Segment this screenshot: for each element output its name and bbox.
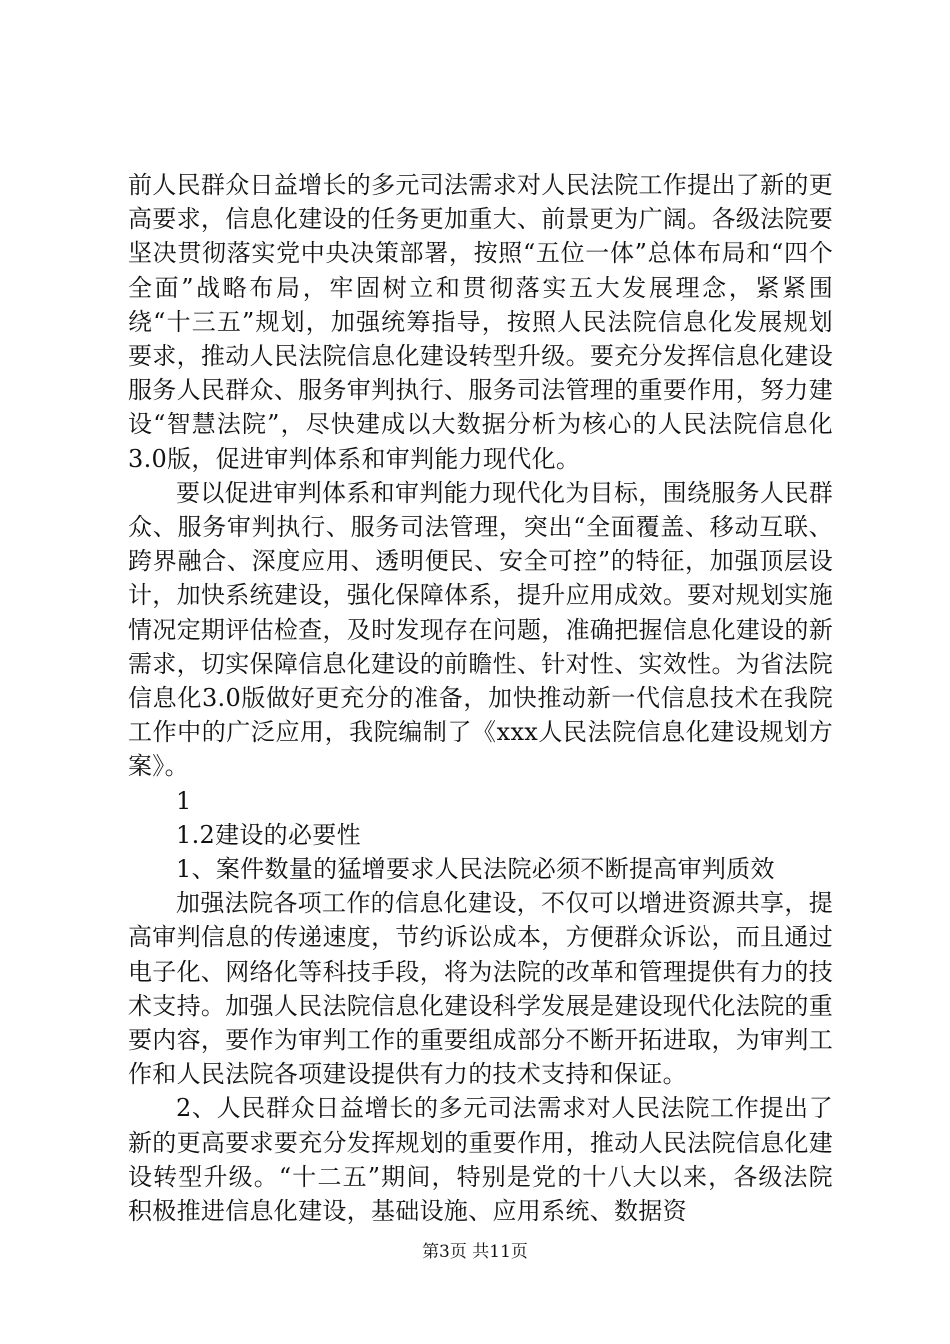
paragraph-3: 加强法院各项工作的信息化建设，不仅可以增进资源共享，提高审判信息的传递速度，节约诉讼成本，方便群众诉讼，而且通过电子化、网络化等科技手段，将为法院的改革和管理提供有力的技术支持。加强人民法院信息化建设科学发展是建设现代化法院的重要内容，要作为审判工作的重要组成部分不断开拓进取，为审判工作和人民法院各项建设提供有力的技术支持和保证。	[128, 889, 833, 1089]
page-footer: 第3页 共11页	[422, 1242, 528, 1262]
paragraph-2: 要以促进审判体系和审判能力现代化为目标，围绕服务人民群众、服务审判执行、服务司法管理，突出“全面覆盖、移动互联、跨界融合、深度应用、透明便民、安全可控”的特征，加强顶层设计，加快系统建设，强化保障体系，提升应用成效。要对规划实施情况定期评估检查，及时发现存在问题，准确把握信息化建设的新需求，切实保障信息化建设的前瞻性、针对性、实效性。为省法院信息化3.0版做好更充分的准备，加快推动新一代信息技术在我院工作中的广泛应用，我院编制了《xxx人民法院信息化建设规划方案》。	[128, 478, 833, 781]
section-heading-necessity: 1.2建设的必要性	[176, 820, 361, 849]
paragraph-page-marker: 1	[176, 786, 192, 815]
paragraph-4: 2、人民群众日益增长的多元司法需求对人民法院工作提出了新的更高要求要充分发挥规划的重要作用，推动人民法院信息化建设转型升级。“十二五”期间，特别是党的十八大以来，各级法院积极推进信息化建设，基础设施、应用系统、数据资	[128, 1094, 833, 1226]
document-body	[128, 168, 833, 1228]
subheading-case-volume: 1、案件数量的猛增要求人民法院必须不断提高审判质效	[176, 855, 775, 884]
paragraph-1: 前人民群众日益增长的多元司法需求对人民法院工作提出了新的更高要求，信息化建设的任务更加重大、前景更为广阔。各级法院要坚决贯彻落实党中央决策部署，按照“五位一体”总体布局和“四个全面”战略布局，牢固树立和贯彻落实五大发展理念，紧紧围绕“十三五”规划，加强统筹指导，按照人民法院信息化发展规划要求，推动人民法院信息化建设转型升级。要充分发挥信息化建设服务人民群众、服务审判执行、服务司法管理的重要作用，努力建设“智慧法院”，尽快建成以大数据分析为核心的人民法院信息化3.0版，促进审判体系和审判能力现代化。	[128, 171, 833, 473]
